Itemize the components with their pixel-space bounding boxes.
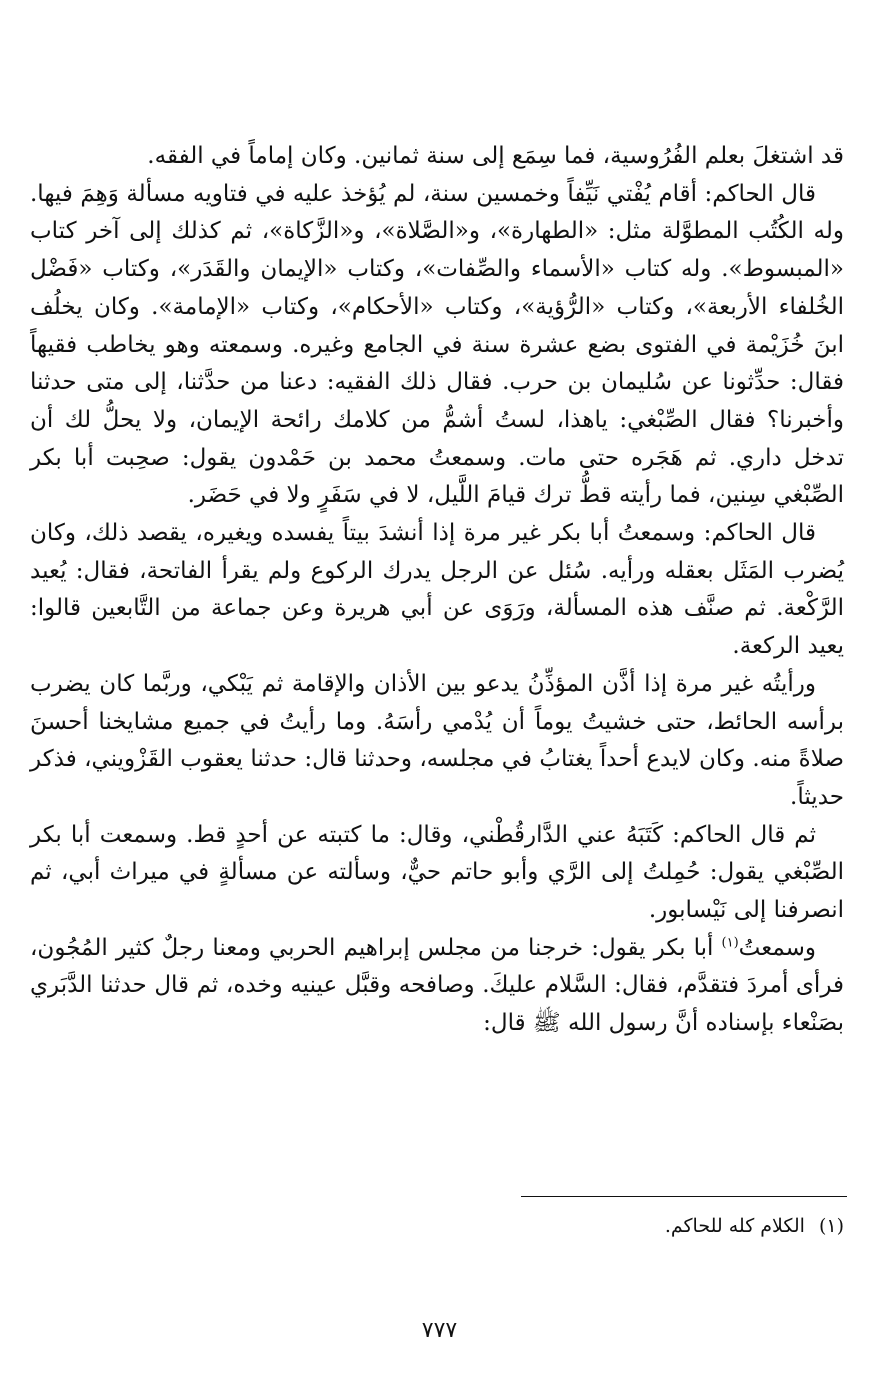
paragraph-4: ورأيتُه غير مرة إذا أذَّن المؤذِّنُ يدعو بين الأذان والإقامة ثم يَبْكي، وربَّما كان يضرب برأسه الحائط، حتى خشيتُ يوماً أن يُدْمي رأسَهُ. وما رأيتُ في جميع مشايخنا أحسنَ صلاةً منه. وكان لايدع أحداً يغتابُ في مجلسه، وحدثنا قال: حدثنا يعقوب القَزْويني، فذكر حديثاً.	[30, 670, 844, 810]
paragraph-5: ثم قال الحاكم: كَتَبَهُ عني الدَّارقُطْني، وقال: ما كتبته عن أحدٍ قط. وسمعت أبا بكر الصِّبْغي يقول: حُمِلتُ إلى الرَّي وأبو حاتم حيٌّ، وسألته عن مسألةٍ في ميراث أبي، ثم انصرفنا إلى نَيْسابور.	[30, 821, 844, 924]
footnote-divider	[521, 1196, 847, 1197]
paragraph-1: قد اشتغلَ بعلم الفُرُوسية، فما سِمَع إلى سنة ثمانين. وكان إماماً في الفقه.	[147, 143, 844, 169]
paragraph-2: قال الحاكم: أقام يُفْتي نَيِّفاً وخمسين سنة، لم يُؤخذ عليه في فتاويه مسألة وَهِمَ فيها. وله الكُتُب المطوَّلة مثل: «الطهارة»، و«الصَّلاة»، و«الزَّكاة»، ثم كذلك إلى آخر كتاب «المبسوط». وله كتاب «الأسماء والصِّفات»، وكتاب «الإيمان والقَدَر»، وكتاب «فَضْل الخُلفاء الأربعة»، وكتاب «الرُّؤية»، وكتاب «الأحكام»، وكتاب «الإمامة». وكان يخلُف ابنَ خُزَيْمة في الفتوى بضع عشرة سنة في الجامع وغيره. وسمعته وهو يخاطب فقيهاً فقال: حدِّثونا عن سُليمان بن حرب. فقال ذلك الفقيه: دعنا من حدَّثنا، إلى متى حدثنا وأخبرنا؟ فقال الصِّبْغي: ياهذا، لستُ أشمُّ من كلامك رائحة الإيمان، ولا يحلُّ لك أن تدخل داري. ثم هَجَره حتى مات. وسمعتُ محمد بن حَمْدون يقول: صحِبت أبا بكر الصِّبْغي سِنين، فما رأيته قطُّ ترك قيامَ اللَّيل، لا في سَفَرٍ ولا في حَضَر.	[30, 180, 844, 509]
main-text	[30, 138, 844, 1043]
paragraph-6-first-word: وسمعتُ	[738, 934, 816, 961]
paragraph-3: قال الحاكم: وسمعتُ أبا بكر غير مرة إذا أنشدَ بيتاً يفسده ويغيره، يقصد ذلك، وكان يُضرب المَثَل بعقله ورأيه. سُئل عن الرجل يدرك الركوع ولم يقرأ الفاتحة، فقال: يُعيد الرَّكْعة. ثم صنَّف هذه المسألة، ورَوَى عن أبي هريرة وعن جماعة من التَّابعين قالوا: يعيد الركعة.	[30, 520, 844, 660]
footnote-reference[interactable]: (١)	[721, 935, 739, 951]
footnote-text: الكلام كله للحاكم.	[664, 1215, 805, 1237]
paragraph-6-text: أبا بكر يقول: خرجنا من مجلس إبراهيم الحربي ومعنا رجلٌ كثير المُجُون، فرأى أمردَ فتقدَّم، فقال: السَّلام عليكَ. وصافحه وقبَّل عينيه وخده، ثم قال حدثنا الدَّبَري بصَنْعاء بإسناده أنَّ رسول الله ﷺ قال:	[30, 934, 844, 1037]
footnote	[30, 1212, 844, 1240]
paragraph-6	[30, 930, 844, 1043]
footnote-number: (١)	[818, 1215, 844, 1237]
page-number: ٧٧٧	[421, 1318, 458, 1343]
